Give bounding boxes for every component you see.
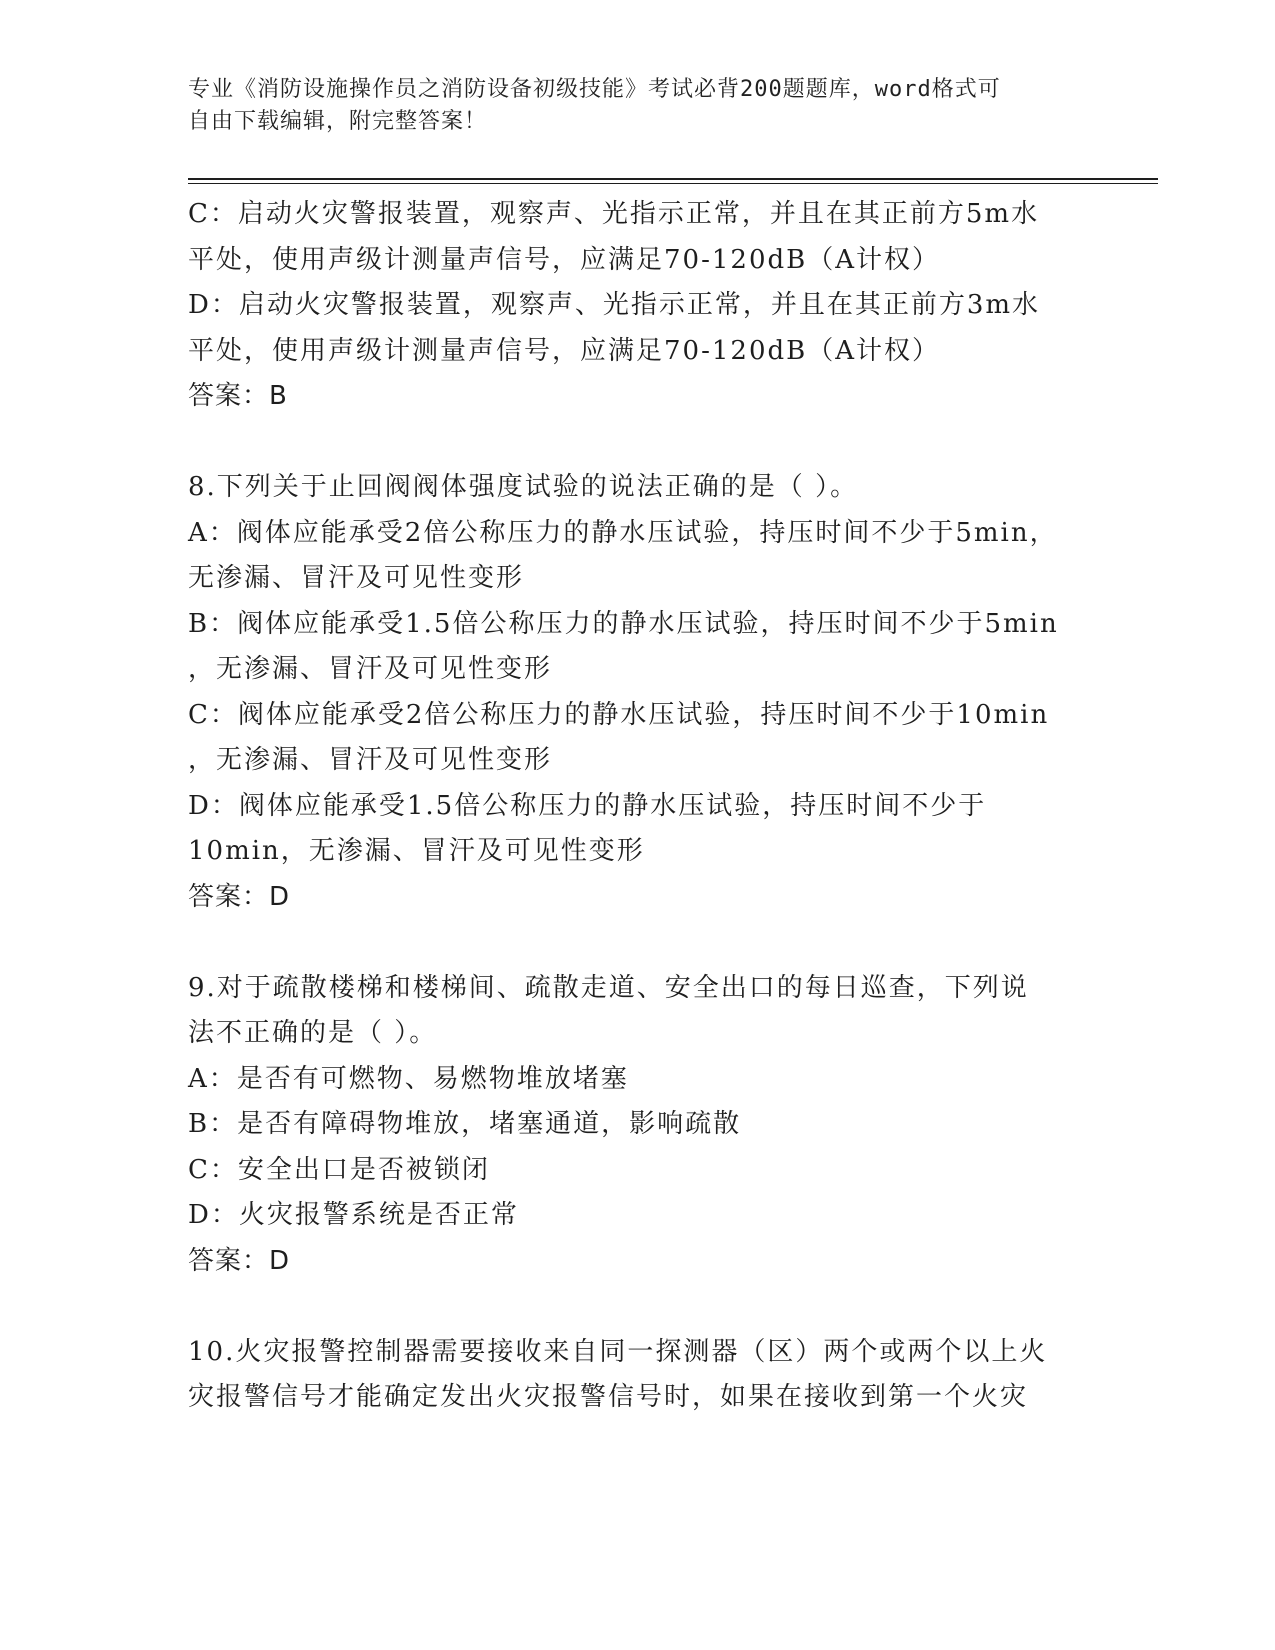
header-line-1: 专业《消防设施操作员之消防设备初级技能》考试必背200题题库，word格式可 [188, 77, 1001, 102]
question-stem-line-2: 灾报警信号才能确定发出火灾报警信号时，如果在接收到第一个火灾 [188, 1382, 1029, 1412]
option-c-line-2: ，无渗漏、冒汗及可见性变形 [188, 745, 553, 775]
spacer [188, 920, 1188, 966]
question-stem-line-1: 10.火灾报警控制器需要接收来自同一探测器（区）两个或两个以上火 [188, 1336, 1048, 1367]
option-c-line-2: 平处，使用声级计测量声信号，应满足70-120dB（A计权） [188, 244, 941, 275]
header-divider-thick [188, 178, 1158, 180]
option-b: B：是否有障碍物堆放，堵塞通道，影响疏散 [188, 1109, 742, 1139]
spacer [188, 1284, 1188, 1330]
question-8 [188, 465, 1188, 920]
question-9 [188, 966, 1188, 1285]
option-d-line-2: 平处，使用声级计测量声信号，应满足70-120dB（A计权） [188, 335, 941, 366]
answer-line: 答案：D [188, 1245, 291, 1276]
option-b-line-1: B：阀体应能承受1.5倍公称压力的静水压试验，持压时间不少于5min [188, 608, 1059, 639]
document-header [188, 74, 1088, 138]
option-d-line-2: 10min，无渗漏、冒汗及可见性变形 [188, 836, 645, 866]
header-line-2: 自由下载编辑，附完整答案！ [188, 109, 488, 134]
option-d: D：火灾报警系统是否正常 [188, 1200, 519, 1230]
option-a-line-1: A：阀体应能承受2倍公称压力的静水压试验，持压时间不少于5min， [188, 517, 1058, 548]
spacer [188, 420, 1188, 466]
question-7-continued [188, 192, 1188, 420]
answer-line: 答案：D [188, 881, 291, 912]
option-c-line-1: C：启动火灾警报装置，观察声、光指示正常，并且在其正前方5m水 [188, 199, 1040, 229]
option-c: C：安全出口是否被锁闭 [188, 1154, 490, 1185]
option-d-line-1: D：启动火灾警报装置，观察声、光指示正常，并且在其正前方3m水 [188, 290, 1041, 320]
option-c-line-1: C：阀体应能承受2倍公称压力的静水压试验，持压时间不少于10min [188, 699, 1050, 730]
question-stem: 8.下列关于止回阀阀体强度试验的说法正确的是（ ）。 [188, 472, 859, 502]
option-b-line-2: ，无渗漏、冒汗及可见性变形 [188, 654, 553, 684]
option-a-line-2: 无渗漏、冒汗及可见性变形 [188, 563, 525, 593]
question-stem-line-2: 法不正确的是（ ）。 [188, 1018, 438, 1048]
question-stem-line-1: 9.对于疏散楼梯和楼梯间、疏散走道、安全出口的每日巡查，下列说 [188, 972, 1029, 1003]
answer-line: 答案：B [188, 381, 288, 411]
option-a: A：是否有可燃物、易燃物堆放堵塞 [188, 1063, 629, 1094]
question-10 [188, 1330, 1188, 1421]
header-divider-thin [188, 183, 1158, 184]
option-d-line-1: D：阀体应能承受1.5倍公称压力的静水压试验，持压时间不少于 [188, 790, 987, 821]
question-content [188, 192, 1188, 1421]
